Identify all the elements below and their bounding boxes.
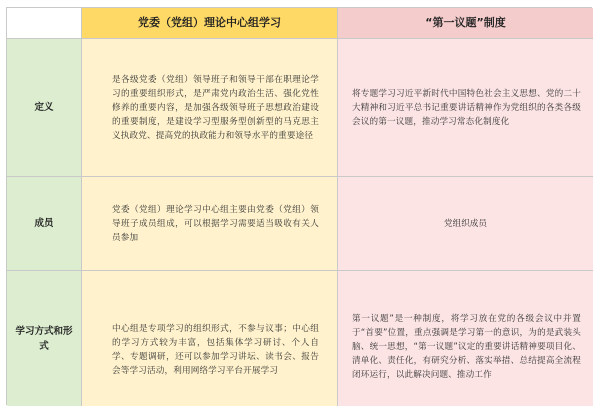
row-label-definition: [7, 39, 82, 177]
members-left-text: 党委（党组）理论学习中心组主要由党委（党组）领导班子成员组成，可以根据学习需要适当吸收有关人员参加: [112, 204, 319, 243]
members-right-cell: [338, 177, 593, 271]
definition-right-cell: [338, 39, 593, 177]
row-label-text: 成员: [34, 218, 54, 229]
row-label-methods: [7, 271, 82, 406]
comparison-table: [6, 7, 592, 405]
definition-left-cell: [82, 39, 338, 177]
methods-left-cell: [82, 271, 338, 406]
row-label-text: 定义: [34, 102, 54, 113]
header-left-cell: [82, 8, 338, 39]
definition-right-text: 将专题学习习近平新时代中国特色社会主义思想、党的二十大精神和习近平总书记重要讲话精神作为党组织的各类各级会议的第一议题，推动学习常态化制度化: [352, 88, 581, 127]
header-corner-cell: [7, 8, 82, 39]
members-right-text: 党组织成员: [444, 218, 487, 229]
row-label-text: 学习方式和形式: [15, 325, 73, 352]
header-right-cell: [338, 8, 593, 39]
members-left-cell: [82, 177, 338, 271]
methods-right-cell: [338, 271, 593, 406]
methods-right-text: 第一议题”是一种制度，将学习放在党的各级会议中并置于“首要”位置，重点强调是学习第一的意识，为的是武装头脑、统一思想，“第一议题”议定的重要讲话精神要项目化、清单化、责任化，有研究分析、落实举措、总结提高全流程闭环运行，以此解决问题、推动工作: [352, 314, 581, 380]
header-right-title: “第一议题”制度: [425, 16, 506, 29]
row-label-members: [7, 177, 82, 271]
methods-left-text: 中心组是专项学习的组织形式，不参与议事；中心组的学习方式较为丰富，包括集体学习研讨、个人自学、专题调研，还可以参加学习讲坛、读书会、报告会等学习活动，利用网络学习平台开展学习: [112, 324, 319, 376]
definition-left-text: 是各级党委（党组）领导班子和领导干部在职理论学习的重要组织形式，是严肃党内政治生活、强化党性修养的重要内容，是加强各级领导班子思想政治建设的重要制度，是建设学习型服务型创新型的马克思主义执政党、提高党的执政能力和领导水平的重要途径: [112, 74, 319, 141]
header-left-title: 党委（党组）理论中心组学习: [138, 16, 281, 29]
